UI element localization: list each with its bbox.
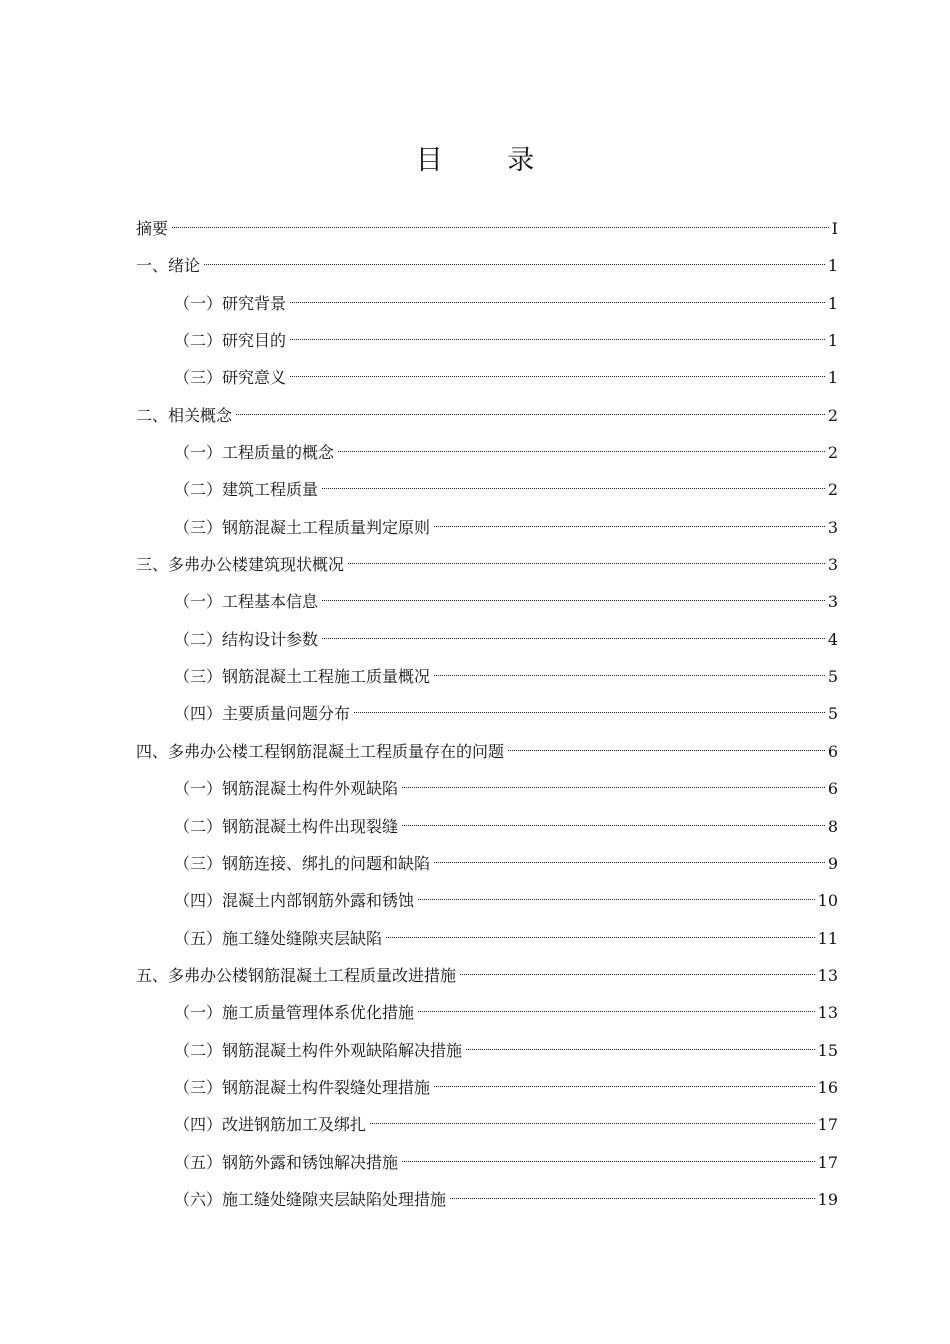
toc-page-number: 13: [817, 965, 838, 985]
toc-dot-leader: [434, 862, 825, 863]
toc-entry-label: （三）钢筋连接、绑扎的问题和缺陷: [174, 853, 431, 873]
toc-entry-label: 三、多弗办公楼建筑现状概况: [136, 555, 345, 575]
toc-entry[interactable]: [136, 546, 838, 583]
toc-entry-label: （三）钢筋混凝土工程施工质量概况: [174, 667, 431, 687]
toc-entry[interactable]: [136, 658, 838, 695]
toc-dot-leader: [460, 974, 815, 975]
toc-entry[interactable]: [136, 845, 838, 882]
toc-entry[interactable]: [136, 733, 838, 770]
toc-entry[interactable]: [136, 397, 838, 434]
toc-entry[interactable]: [136, 247, 838, 284]
toc-entry-label: 一、绪论: [136, 256, 201, 276]
toc-entry[interactable]: [136, 359, 838, 396]
toc-dot-leader: [338, 451, 825, 452]
toc-entry-label: （三）钢筋混凝土构件裂缝处理措施: [174, 1077, 431, 1097]
toc-entry-label: （四）混凝土内部钢筋外露和锈蚀: [174, 891, 415, 911]
toc-dot-leader: [434, 675, 825, 676]
toc-page-number: I: [831, 219, 838, 238]
toc-entry[interactable]: [136, 1181, 838, 1218]
toc-entry-label: 五、多弗办公楼钢筋混凝土工程质量改进措施: [136, 965, 457, 985]
toc-page-number: 17: [817, 1115, 838, 1135]
toc-entry[interactable]: [136, 808, 838, 845]
toc-entry-label: （一）施工质量管理体系优化措施: [174, 1003, 415, 1023]
toc-page-number: 13: [817, 1003, 838, 1023]
toc-page-number: 16: [817, 1077, 838, 1097]
toc-entry[interactable]: [136, 770, 838, 807]
toc-entry-label: （二）研究目的: [174, 331, 287, 351]
toc-page-number: 5: [827, 667, 838, 687]
toc-entry-label: （五）钢筋外露和锈蚀解决措施: [174, 1152, 399, 1172]
toc-entry[interactable]: [136, 509, 838, 546]
toc-page-number: 3: [827, 517, 838, 537]
toc-dot-leader: [434, 526, 825, 527]
toc-entry-label: （一）钢筋混凝土构件外观缺陷: [174, 779, 399, 799]
toc-page-number: 3: [827, 592, 838, 612]
toc-dot-leader: [290, 339, 825, 340]
toc-page-number: 1: [827, 331, 838, 351]
toc-dot-leader: [402, 1161, 815, 1162]
toc-page-number: 1: [827, 293, 838, 313]
toc-page-number: 6: [827, 741, 838, 761]
toc-entry[interactable]: [136, 695, 838, 732]
toc-page-number: 5: [827, 704, 838, 724]
toc-dot-leader: [434, 1086, 815, 1087]
toc-page-number: 19: [817, 1189, 838, 1209]
toc-entry-label: （三）研究意义: [174, 368, 287, 388]
toc-entry-label: （三）钢筋混凝土工程质量判定原则: [174, 517, 431, 537]
toc-entry[interactable]: [136, 621, 838, 658]
toc-entry[interactable]: [136, 1069, 838, 1106]
toc-entry-label: 二、相关概念: [136, 405, 233, 425]
toc-dot-leader: [450, 1198, 815, 1199]
toc-page-number: 2: [827, 480, 838, 500]
toc-dot-leader: [466, 1049, 815, 1050]
toc-entry[interactable]: [136, 1032, 838, 1069]
toc-entry[interactable]: [136, 920, 838, 957]
toc-dot-leader: [322, 488, 825, 489]
toc-page-number: 17: [817, 1152, 838, 1172]
toc-dot-leader: [322, 600, 825, 601]
toc-entry[interactable]: [136, 957, 838, 994]
toc-entry[interactable]: [136, 434, 838, 471]
toc-dot-leader: [402, 825, 825, 826]
toc-page-number: 3: [827, 555, 838, 575]
toc-dot-leader: [402, 787, 825, 788]
toc-page-number: 11: [817, 928, 838, 948]
table-of-contents: [136, 210, 838, 1218]
toc-entry-label: （二）钢筋混凝土构件出现裂缝: [174, 816, 399, 836]
toc-entry-label: （一）工程基本信息: [174, 592, 319, 612]
toc-entry-label: （四）改进钢筋加工及绑扎: [174, 1115, 367, 1135]
toc-entry-label: （二）建筑工程质量: [174, 480, 319, 500]
toc-entry[interactable]: [136, 583, 838, 620]
toc-dot-leader: [290, 376, 825, 377]
toc-entry-label: 摘要: [136, 219, 169, 238]
toc-entry[interactable]: [136, 994, 838, 1031]
toc-page-number: 10: [817, 891, 838, 911]
toc-entry[interactable]: [136, 1144, 838, 1181]
toc-dot-leader: [418, 899, 815, 900]
toc-page-number: 1: [827, 256, 838, 276]
toc-entry[interactable]: [136, 1106, 838, 1143]
toc-page-number: 2: [827, 405, 838, 425]
toc-dot-leader: [322, 638, 825, 639]
toc-entry[interactable]: [136, 882, 838, 919]
toc-page-number: 15: [817, 1040, 838, 1060]
toc-entry[interactable]: [136, 285, 838, 322]
toc-dot-leader: [236, 414, 825, 415]
toc-entry-label: （一）研究背景: [174, 293, 287, 313]
toc-entry-label: （六）施工缝处缝隙夹层缺陷处理措施: [174, 1189, 447, 1209]
toc-entry-label: （五）施工缝处缝隙夹层缺陷: [174, 928, 383, 948]
toc-entry-label: （二）钢筋混凝土构件外观缺陷解决措施: [174, 1040, 463, 1060]
toc-entry-label: （四）主要质量问题分布: [174, 704, 351, 724]
toc-dot-leader: [370, 1123, 815, 1124]
toc-page-number: 4: [827, 629, 838, 649]
toc-dot-leader: [172, 227, 829, 228]
toc-entry-label: （二）结构设计参数: [174, 629, 319, 649]
page-title: 目 录: [415, 145, 563, 176]
toc-page-number: 6: [827, 779, 838, 799]
toc-dot-leader: [354, 712, 825, 713]
toc-entry[interactable]: [136, 322, 838, 359]
toc-entry-label: （一）工程质量的概念: [174, 443, 335, 463]
toc-page-number: 2: [827, 443, 838, 463]
toc-entry[interactable]: [136, 210, 838, 247]
toc-page-number: 9: [827, 853, 838, 873]
toc-dot-leader: [418, 1011, 815, 1012]
toc-dot-leader: [386, 937, 815, 938]
toc-page-number: 1: [827, 368, 838, 388]
toc-dot-leader: [348, 563, 825, 564]
toc-entry-label: 四、多弗办公楼工程钢筋混凝土工程质量存在的问题: [136, 741, 505, 761]
toc-dot-leader: [290, 302, 825, 303]
toc-entry[interactable]: [136, 471, 838, 508]
toc-dot-leader: [204, 264, 825, 265]
toc-page-number: 8: [827, 816, 838, 836]
toc-dot-leader: [508, 750, 825, 751]
